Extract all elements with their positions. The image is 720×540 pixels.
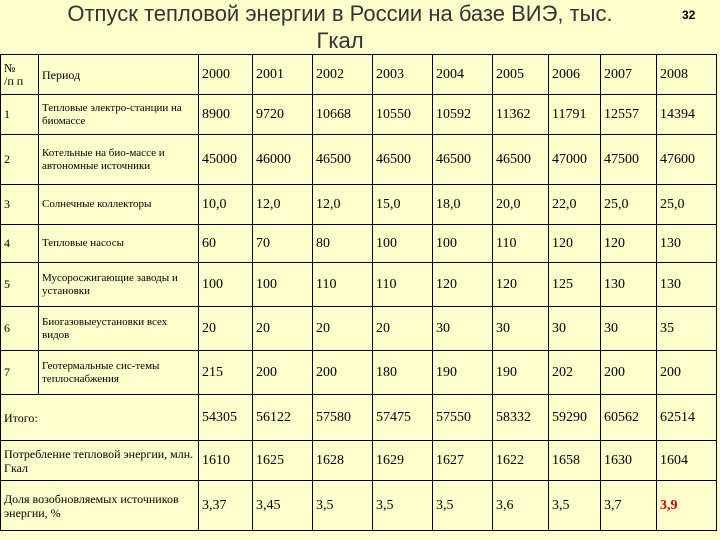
consumption-row-value: 1625 <box>253 441 313 481</box>
row-value: 14394 <box>657 95 717 135</box>
header-year: 2007 <box>601 55 657 95</box>
row-value: 20,0 <box>493 185 549 225</box>
consumption-row-value: 1629 <box>373 441 433 481</box>
row-number: 1 <box>1 95 39 135</box>
share-row-value: 3,7 <box>601 481 657 531</box>
row-value: 200 <box>253 351 313 395</box>
share-row-value: 3,5 <box>373 481 433 531</box>
row-source-name: Солнечные коллекторы <box>39 185 199 225</box>
row-value: 110 <box>493 225 549 263</box>
slide-title-line-2: Гкал <box>316 28 364 53</box>
header-year: 2005 <box>493 55 549 95</box>
consumption-row-value: 1658 <box>549 441 601 481</box>
row-value: 215 <box>199 351 253 395</box>
share-row-value: 3,45 <box>253 481 313 531</box>
row-value: 110 <box>373 263 433 307</box>
consumption-row-value: 1622 <box>493 441 549 481</box>
row-source-name: Биогазовыеустановки всех видов <box>39 307 199 351</box>
share-row-value: 3,9 <box>657 481 717 531</box>
share-row-value: 3,6 <box>493 481 549 531</box>
row-value: 8900 <box>199 95 253 135</box>
row-value: 45000 <box>199 135 253 185</box>
slide-title-line-1: Отпуск тепловой энергии в России на базе ВИЭ, тыс. <box>67 1 613 26</box>
table-row <box>1 135 717 185</box>
table-row <box>1 351 717 395</box>
row-number: 3 <box>1 185 39 225</box>
total-row-value: 59290 <box>549 395 601 441</box>
consumption-row-value: 1610 <box>199 441 253 481</box>
row-value: 30 <box>549 307 601 351</box>
row-value: 12557 <box>601 95 657 135</box>
total-row-value: 56122 <box>253 395 313 441</box>
row-source-name: Геотермальные сис-темы теплоснабжения <box>39 351 199 395</box>
row-number: 4 <box>1 225 39 263</box>
total-row-value: 57580 <box>313 395 373 441</box>
table-row <box>1 225 717 263</box>
row-number: 6 <box>1 307 39 351</box>
share-row-value: 3,5 <box>313 481 373 531</box>
table-row <box>1 263 717 307</box>
consumption-row-value: 1627 <box>433 441 493 481</box>
header-row <box>1 55 717 95</box>
row-value: 20 <box>199 307 253 351</box>
row-value: 120 <box>433 263 493 307</box>
row-value: 190 <box>493 351 549 395</box>
header-year: 2003 <box>373 55 433 95</box>
row-value: 130 <box>601 263 657 307</box>
heat-energy-table <box>0 54 717 531</box>
row-value: 10,0 <box>199 185 253 225</box>
row-value: 22,0 <box>549 185 601 225</box>
row-value: 46500 <box>373 135 433 185</box>
consumption-row-label: Потребление тепловой энергии, млн. Гкал <box>1 441 199 481</box>
header-year: 2006 <box>549 55 601 95</box>
row-value: 20 <box>313 307 373 351</box>
table-row <box>1 307 717 351</box>
row-number: 2 <box>1 135 39 185</box>
share-row-value: 3,5 <box>433 481 493 531</box>
total-row <box>1 395 717 441</box>
row-value: 25,0 <box>601 185 657 225</box>
header-year: 2001 <box>253 55 313 95</box>
row-value: 47500 <box>601 135 657 185</box>
row-value: 30 <box>493 307 549 351</box>
row-value: 11362 <box>493 95 549 135</box>
total-row-value: 57550 <box>433 395 493 441</box>
header-year: 2000 <box>199 55 253 95</box>
header-period: Период <box>39 55 199 95</box>
row-value: 47600 <box>657 135 717 185</box>
share-row-value: 3,5 <box>549 481 601 531</box>
row-value: 120 <box>601 225 657 263</box>
row-value: 200 <box>657 351 717 395</box>
row-value: 100 <box>199 263 253 307</box>
row-value: 200 <box>601 351 657 395</box>
header-num: № /п п <box>1 55 39 95</box>
row-value: 125 <box>549 263 601 307</box>
table-row <box>1 185 717 225</box>
row-value: 130 <box>657 263 717 307</box>
total-row-value: 54305 <box>199 395 253 441</box>
table-row <box>1 95 717 135</box>
consumption-row-value: 1630 <box>601 441 657 481</box>
row-value: 12,0 <box>313 185 373 225</box>
row-source-name: Котельные на био-массе и автономные источники <box>39 135 199 185</box>
row-source-name: Тепловые электро-станции на биомассе <box>39 95 199 135</box>
row-value: 120 <box>493 263 549 307</box>
consumption-row <box>1 441 717 481</box>
row-value: 120 <box>549 225 601 263</box>
row-value: 47000 <box>549 135 601 185</box>
row-value: 15,0 <box>373 185 433 225</box>
row-value: 60 <box>199 225 253 263</box>
row-number: 5 <box>1 263 39 307</box>
row-value: 202 <box>549 351 601 395</box>
row-value: 70 <box>253 225 313 263</box>
header-year: 2004 <box>433 55 493 95</box>
row-value: 100 <box>433 225 493 263</box>
row-value: 12,0 <box>253 185 313 225</box>
row-value: 200 <box>313 351 373 395</box>
header-year: 2008 <box>657 55 717 95</box>
row-value: 46500 <box>493 135 549 185</box>
row-value: 20 <box>373 307 433 351</box>
row-source-name: Мусоросжигающие заводы и установки <box>39 263 199 307</box>
row-value: 25,0 <box>657 185 717 225</box>
row-value: 46500 <box>313 135 373 185</box>
row-value: 9720 <box>253 95 313 135</box>
row-value: 18,0 <box>433 185 493 225</box>
consumption-row-value: 1628 <box>313 441 373 481</box>
row-value: 130 <box>657 225 717 263</box>
row-value: 10668 <box>313 95 373 135</box>
slide-number: 32 <box>682 8 696 22</box>
total-row-label: Итого: <box>1 395 199 441</box>
row-value: 46500 <box>433 135 493 185</box>
total-row-value: 58332 <box>493 395 549 441</box>
row-source-name: Тепловые насосы <box>39 225 199 263</box>
total-row-value: 60562 <box>601 395 657 441</box>
total-row-value: 57475 <box>373 395 433 441</box>
row-value: 10592 <box>433 95 493 135</box>
share-row-label: Доля возобновляемых источников энергии, % <box>1 481 199 531</box>
row-value: 11791 <box>549 95 601 135</box>
row-value: 100 <box>253 263 313 307</box>
row-value: 190 <box>433 351 493 395</box>
row-value: 20 <box>253 307 313 351</box>
row-value: 110 <box>313 263 373 307</box>
row-value: 80 <box>313 225 373 263</box>
consumption-row-value: 1604 <box>657 441 717 481</box>
row-value: 10550 <box>373 95 433 135</box>
share-row <box>1 481 717 531</box>
row-value: 30 <box>601 307 657 351</box>
share-row-value: 3,37 <box>199 481 253 531</box>
row-value: 35 <box>657 307 717 351</box>
row-value: 30 <box>433 307 493 351</box>
row-value: 100 <box>373 225 433 263</box>
total-row-value: 62514 <box>657 395 717 441</box>
header-year: 2002 <box>313 55 373 95</box>
row-value: 46000 <box>253 135 313 185</box>
slide-title <box>20 0 660 54</box>
row-number: 7 <box>1 351 39 395</box>
row-value: 180 <box>373 351 433 395</box>
